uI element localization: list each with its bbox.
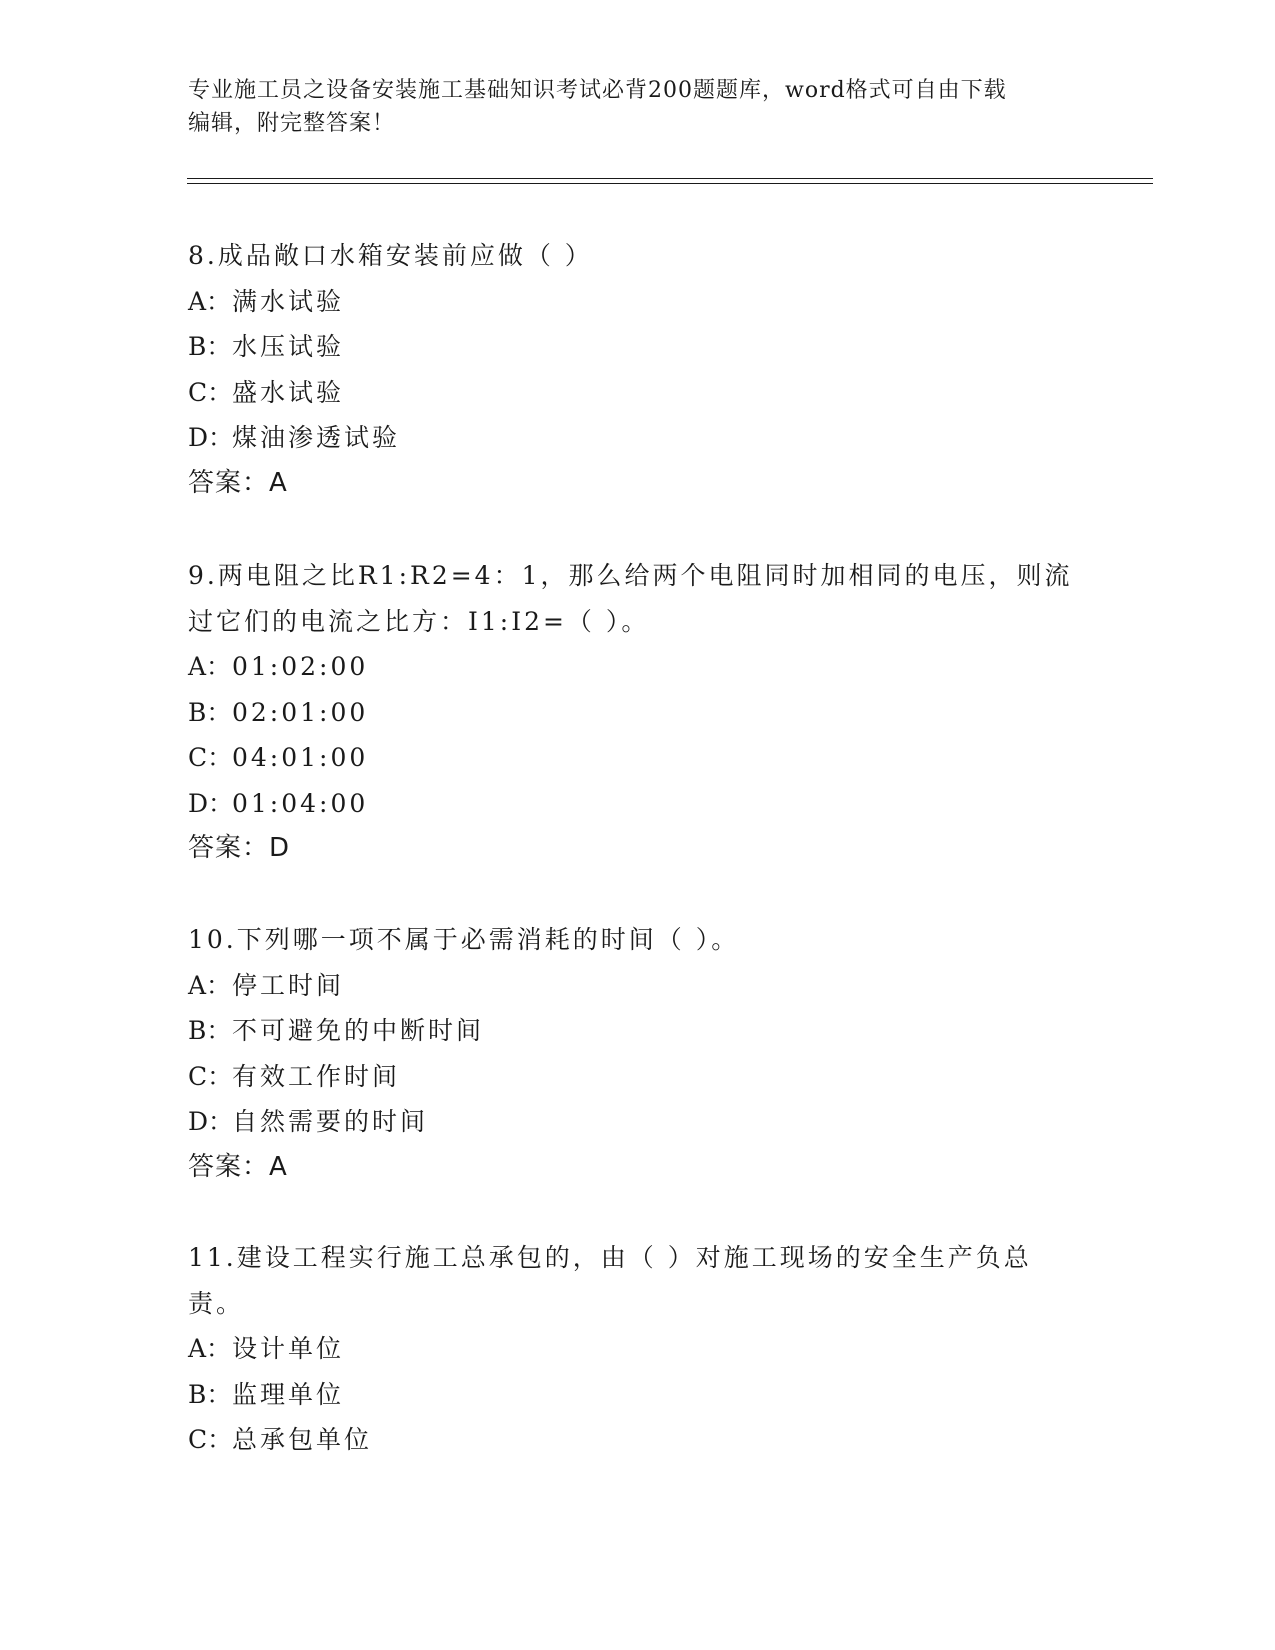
header-divider-bottom <box>187 183 1153 184</box>
question-9 <box>188 553 1088 872</box>
option-letter: A： <box>188 970 232 1000</box>
option-c <box>188 1417 1088 1463</box>
question-11 <box>188 1235 1088 1463</box>
option-text: 自然需要的时间 <box>232 1107 429 1136</box>
option-letter: C： <box>188 1061 233 1091</box>
option-letter: B： <box>188 1016 232 1045</box>
option-text: 停工时间 <box>232 970 345 1000</box>
option-d <box>188 1099 1088 1145</box>
option-text: 有效工作时间 <box>232 1061 401 1091</box>
option-a <box>188 279 1088 325</box>
option-c <box>188 370 1088 416</box>
option-letter: B： <box>188 332 232 361</box>
option-letter: B： <box>188 1379 232 1409</box>
option-text: 水压试验 <box>232 332 345 361</box>
option-letter: A： <box>188 286 232 316</box>
option-c <box>188 735 1088 781</box>
option-b <box>188 1372 1088 1418</box>
option-b <box>188 1008 1088 1054</box>
option-letter: C： <box>188 743 233 772</box>
option-text: 煤油渗透试验 <box>232 423 401 452</box>
question-stem-line-2: 过它们的电流之比方：I1:I2=（ ）。 <box>188 606 650 636</box>
option-b <box>188 690 1088 736</box>
header-line-1: 专业施工员之设备安装施工基础知识考试必背200题题库，word格式可自由下载 <box>188 78 1007 103</box>
question-stem-line-2: 责。 <box>188 1288 245 1318</box>
question-stem-line-1: 11.建设工程实行施工总承包的，由（ ）对施工现场的安全生产负总 <box>188 1243 1032 1272</box>
header-line-2: 编辑，附完整答案！ <box>188 111 396 136</box>
option-letter: A： <box>188 1334 232 1363</box>
option-letter: B： <box>188 697 232 727</box>
option-a <box>188 1326 1088 1372</box>
question-stem-line-1: 9.两电阻之比R1:R2=4：1，那么给两个电阻同时加相同的电压，则流 <box>188 561 1073 590</box>
option-letter: D： <box>188 423 234 452</box>
option-d <box>188 781 1088 827</box>
option-c <box>188 1054 1088 1100</box>
option-letter: C： <box>188 1425 233 1454</box>
option-text: 01:02:00 <box>232 652 369 681</box>
answer-line: 答案：A <box>188 467 288 498</box>
option-letter: D： <box>188 788 234 818</box>
option-text: 04:01:00 <box>232 743 369 772</box>
question-stem: 8.成品敞口水箱安装前应做（ ） <box>188 241 593 270</box>
option-text: 02:01:00 <box>232 697 369 727</box>
option-b <box>188 324 1088 370</box>
option-text: 不可避免的中断时间 <box>232 1016 485 1045</box>
answer-line: 答案：A <box>188 1151 288 1182</box>
option-a <box>188 644 1088 690</box>
option-d <box>188 415 1088 461</box>
option-text: 监理单位 <box>232 1379 345 1409</box>
option-text: 满水试验 <box>232 286 345 316</box>
question-10 <box>188 917 1088 1190</box>
option-text: 01:04:00 <box>232 788 369 818</box>
option-text: 总承包单位 <box>232 1425 373 1454</box>
question-stem: 10.下列哪一项不属于必需消耗的时间（ ）。 <box>188 925 740 954</box>
option-a <box>188 963 1088 1009</box>
option-text: 盛水试验 <box>232 377 345 407</box>
document-header <box>188 74 1088 140</box>
option-letter: C： <box>188 377 233 407</box>
option-text: 设计单位 <box>232 1334 345 1363</box>
option-letter: A： <box>188 652 232 681</box>
question-8 <box>188 233 1088 506</box>
answer-line: 答案：D <box>188 833 291 863</box>
option-letter: D： <box>188 1107 234 1136</box>
header-divider-top <box>187 178 1153 179</box>
